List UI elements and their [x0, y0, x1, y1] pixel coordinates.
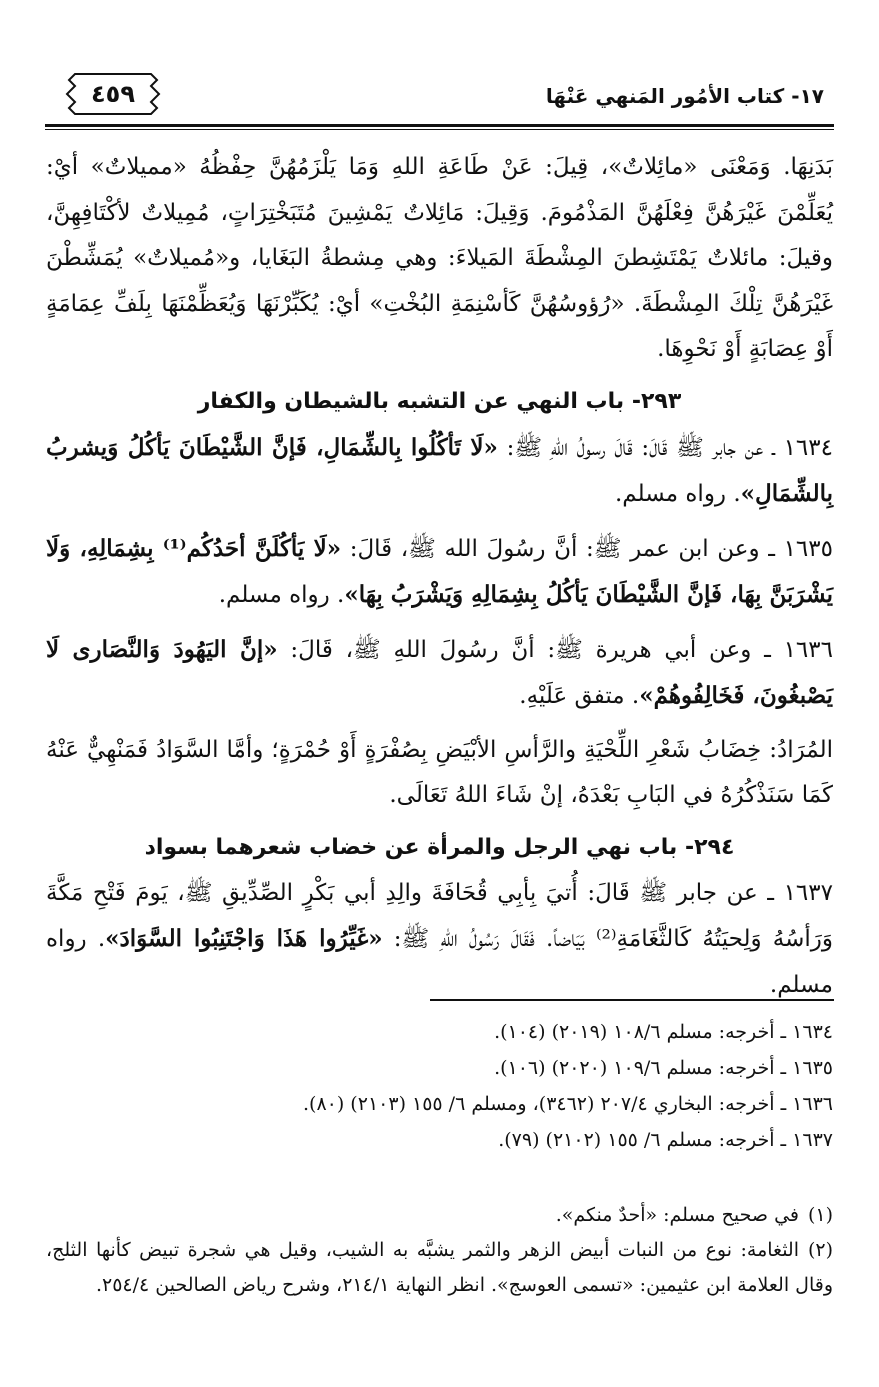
page-number: ٤٥٩	[91, 80, 135, 108]
header-rule-thin	[45, 129, 834, 130]
footnote-2-text: الثغامة: نوع من النبات أبيض الزهر والثمر يشبَّه به الشيب، وقيل هي شجرة تبيض كأنها الثلج، وقال العلامة ابن عثيمين: «تسمى العوسج». انظر النهاية ٢١٤/١، وشرح رياض الصالحين ٢٥٤/٤.	[46, 1239, 833, 1296]
section-heading-294: ٢٩٤- باب نهي الرجل والمرأة عن خضاب شعرهما بسواد	[144, 834, 735, 860]
main-text	[46, 145, 833, 1008]
hadith-1634-text: «لَا تَأكُلُوا بِالشِّمَالِ، فَإنَّ الشَّيْطَانَ يَأكُلُ وَيشربُ بِالشِّمَالِ»	[46, 433, 833, 507]
murad-paragraph: المُرَادُ: خِضَابُ شَعْرِ اللِّحْيَةِ والرَّأسِ الأبْيَضِ بِصُفْرَةٍ أَوْ حُمْرَةٍ؛ وأمَّا السَّوَادُ فَمَنْهِيٌّ عَنْهُ كَمَا سَنَذْكُرُهُ في البَابِ بَعْدَهُ، إنْ شَاءَ اللهُ تَعَالَى.	[46, 736, 833, 808]
footnote-2	[46, 1233, 833, 1303]
hadith-1637	[46, 871, 833, 1009]
hadith-1634-source: . رواه مسلم.	[615, 481, 741, 507]
hadith-1634-intro: ١٦٣٤ ـ عن جابر ﷺ قَالَ: قَالَ رسولُ اللهِ ﷺ:	[497, 434, 833, 461]
spacer	[46, 518, 833, 526]
hadith-1637-intro: ١٦٣٧ ـ عن جابر ﷺ قَالَ: أُتيَ بِأبِي قُحَافَةَ والِدِ أبي بَكْرٍ الصِّدِّيقِ ﷺ، يَومَ فَتْحِ مَكَّةَ وَرَأسُهُ وَلِحيَتُهُ كَالثَّغَامَةِ⁽²⁾ بَيَاضاً. فَقَالَ رَسُولُ اللهِ ﷺ:	[46, 879, 833, 952]
header-rule	[45, 124, 834, 127]
footnote-1	[46, 1198, 833, 1233]
spacer	[46, 619, 833, 627]
hadith-1635-text: «لَا يَأكُلَنَّ أحَدُكُم⁽¹⁾ بِشِمَالِهِ، وَلَا يَشْرَبَنَّ بِهَا، فَإنَّ الشَّيْطَانَ يَأكُلُ بِشِمَالِهِ وَيَشْرَبُ بِهَا»	[46, 534, 833, 608]
hadith-1635-source: . رواه مسلم.	[218, 582, 345, 608]
reference-item: ١٦٣٦ ـ أخرجه: البخاري ٢٠٧/٤ (٣٤٦٢)، ومسلم ٦/ ١٥٥ (٢١٠٣) (٨٠).	[302, 1093, 833, 1115]
hadith-1635-intro: ١٦٣٥ ـ وعن ابن عمر ﷺ: أنَّ رسُولَ الله ﷺ، قَالَ:	[341, 535, 833, 562]
hadith-1636-source: . متفق عَلَيْهِ.	[519, 683, 640, 709]
reference-item: ١٦٣٥ ـ أخرجه: مسلم ١٠٩/٦ (٢٠٢٠) (١٠٦).	[494, 1057, 833, 1079]
reference-item: ١٦٣٤ ـ أخرجه: مسلم ١٠٨/٦ (٢٠١٩) (١٠٤).	[494, 1021, 833, 1043]
hadith-1636-text: «إنَّ اليَهُودَ وَالنَّصَارى لَا يَصْبغُونَ، فَخَالِفُوهُمْ»	[46, 635, 833, 709]
spacer	[46, 720, 833, 728]
hadith-1637-text: «غَيِّرُوا هَذَا وَاجْتَنِبُوا السَّوَادَ»	[105, 925, 383, 952]
section-heading-293: ٢٩٣- باب النهي عن التشبه بالشيطان والكفار	[197, 388, 682, 414]
hadith-1636-intro: ١٦٣٦ ـ وعن أبي هريرة ﷺ: أنَّ رسُولَ اللهِ ﷺ، قَالَ:	[277, 636, 833, 663]
references-list	[46, 1014, 833, 1158]
hadith-1635	[46, 526, 833, 619]
intro-paragraph: بَدَنِهَا. وَمَعْنَى «مائِلاتٌ»، قِيلَ: عَنْ طَاعَةِ اللهِ وَمَا يَلْزَمُهُنَّ حِفْظُهُ «مميلاتٌ» أيْ: يُعَلِّمْنَ غَيْرَهُنَّ فِعْلَهُنَّ المَذْمُومَ. وَقِيلَ: مَائِلاتٌ يَمْشِينَ مُتَبَخْتِرَاتٍ، مُمِيلاتٌ لأكْتَافِهِنَّ، وقيلَ: مائلاتٌ يَمْتَشِطنَ المِشْطَةَ المَيلاءَ: وهي مِشطةُ البَغَايا، و«مُميلاتٌ» يُمَشِّطْنَ غَيْرَهُنَّ تِلْكَ المِشْطَةَ. «رُؤوسُهُنَّ كَأسْنِمَةِ البُخْتِ» أيْ: يُكَبِّرْنَهَا وَيُعَظِّمْنَهَا بِلَفِّ عِمَامَةٍ أَوْ عِصَابَةٍ أَوْ نَحْوِهَا.	[46, 154, 833, 362]
footnote-1-text: في صحيح مسلم: «أحدٌ منكم».	[555, 1204, 799, 1226]
footnote-separator	[430, 999, 834, 1001]
hadith-1637-source: . رواه مسلم.	[46, 926, 833, 998]
chapter-title: ١٧- كتاب الأمُور المَنهي عَنْهَا	[545, 84, 824, 108]
footnote-2-number: (٢)	[807, 1239, 833, 1261]
footnote-1-number: (١)	[807, 1204, 833, 1226]
page-header	[45, 62, 834, 122]
footnotes-list	[46, 1198, 833, 1303]
page-number-frame	[65, 72, 161, 116]
reference-item: ١٦٣٧ ـ أخرجه: مسلم ٦/ ١٥٥ (٢١٠٢) (٧٩).	[498, 1129, 833, 1151]
hadith-1634	[46, 425, 833, 518]
hadith-1636	[46, 627, 833, 720]
